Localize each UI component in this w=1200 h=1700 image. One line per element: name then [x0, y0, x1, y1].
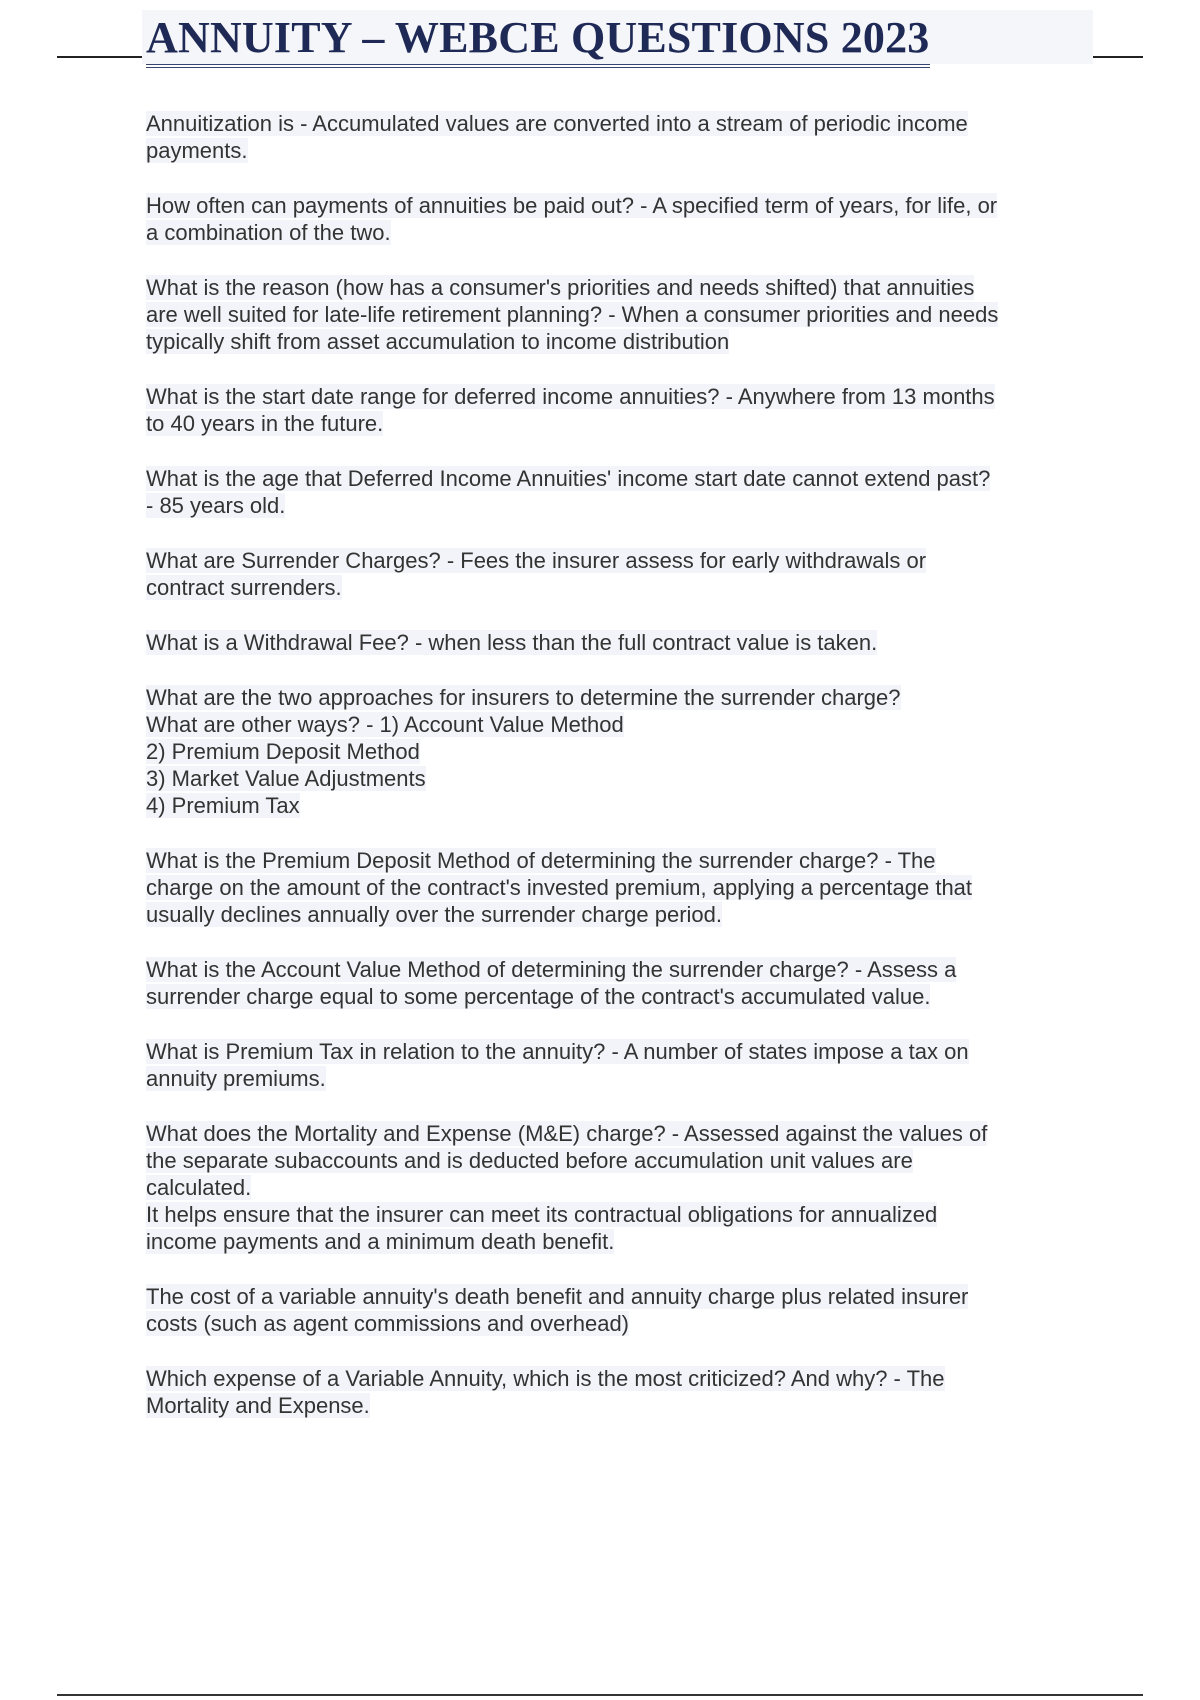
qa-line-text: 3) Market Value Adjustments	[146, 766, 426, 791]
qa-line	[146, 219, 1086, 246]
qa-item	[146, 1283, 1086, 1337]
header-rule-right	[1093, 56, 1143, 58]
qa-item	[146, 192, 1086, 246]
qa-line-text: Mortality and Expense.	[146, 1393, 370, 1418]
qa-line-text: It helps ensure that the insurer can meet its contractual obligations for annualized	[146, 1202, 938, 1227]
qa-line-text: 4) Premium Tax	[146, 793, 300, 818]
qa-line	[146, 1392, 1086, 1419]
qa-line	[146, 711, 1086, 738]
qa-line	[146, 301, 1086, 328]
qa-line	[146, 983, 1086, 1010]
qa-item	[146, 847, 1086, 928]
qa-item	[146, 110, 1086, 164]
qa-line-text: 2) Premium Deposit Method	[146, 739, 420, 764]
qa-line	[146, 492, 1086, 519]
qa-item	[146, 383, 1086, 437]
qa-item	[146, 274, 1086, 355]
qa-line-text: the separate subaccounts and is deducted before accumulation unit values are	[146, 1148, 913, 1173]
qa-line-text: costs (such as agent commissions and overhead)	[146, 1311, 630, 1336]
qa-line	[146, 792, 1086, 819]
qa-line-text: What is Premium Tax in relation to the annuity? - A number of states impose a tax on	[146, 1039, 969, 1064]
qa-line-text: to 40 years in the future.	[146, 411, 384, 436]
qa-line-text: The cost of a variable annuity's death benefit and annuity charge plus related insurer	[146, 1284, 969, 1309]
qa-line	[146, 847, 1086, 874]
qa-line-text: What is a Withdrawal Fee? - when less than the full contract value is taken.	[146, 630, 878, 655]
qa-line-text: Which expense of a Variable Annuity, which is the most criticized? And why? - The	[146, 1366, 945, 1391]
qa-line-text: What is the Premium Deposit Method of determining the surrender charge? - The	[146, 848, 936, 873]
qa-line	[146, 684, 1086, 711]
qa-line-text: calculated.	[146, 1175, 252, 1200]
qa-line	[146, 274, 1086, 301]
page-title: ANNUITY – WEBCE QUESTIONS 2023	[146, 12, 930, 68]
qa-line-text: surrender charge equal to some percentage of the contract's accumulated value.	[146, 984, 931, 1009]
qa-item	[146, 956, 1086, 1010]
qa-line	[146, 901, 1086, 928]
qa-line	[146, 956, 1086, 983]
qa-line	[146, 547, 1086, 574]
qa-line-text: What is the reason (how has a consumer's priorities and needs shifted) that annuities	[146, 275, 975, 300]
qa-item	[146, 1038, 1086, 1092]
qa-line-text: How often can payments of annuities be paid out? - A specified term of years, for life, or	[146, 193, 998, 218]
qa-line-text: What are Surrender Charges? - Fees the insurer assess for early withdrawals or	[146, 548, 927, 573]
qa-line	[146, 1120, 1086, 1147]
qa-line	[146, 465, 1086, 492]
qa-line-text: What is the start date range for deferred income annuities? - Anywhere from 13 months	[146, 384, 995, 409]
qa-item	[146, 547, 1086, 601]
qa-line-text: Annuitization is - Accumulated values are converted into a stream of periodic income	[146, 111, 968, 136]
qa-item	[146, 629, 1086, 656]
footer-rule	[57, 1694, 1143, 1696]
qa-line	[146, 1174, 1086, 1201]
qa-line	[146, 1147, 1086, 1174]
qa-line-text: a combination of the two.	[146, 220, 391, 245]
qa-list	[146, 110, 1086, 1447]
qa-line	[146, 1228, 1086, 1255]
qa-line-text: What are the two approaches for insurers to determine the surrender charge?	[146, 685, 901, 710]
qa-line	[146, 874, 1086, 901]
qa-line	[146, 1201, 1086, 1228]
qa-line	[146, 137, 1086, 164]
qa-item	[146, 1120, 1086, 1255]
qa-line-text: What is the age that Deferred Income Annuities' income start date cannot extend past?	[146, 466, 991, 491]
qa-line	[146, 110, 1086, 137]
qa-line	[146, 383, 1086, 410]
qa-line	[146, 1365, 1086, 1392]
qa-line	[146, 1310, 1086, 1337]
qa-line	[146, 574, 1086, 601]
qa-line	[146, 1283, 1086, 1310]
qa-line	[146, 1065, 1086, 1092]
qa-line-text: annuity premiums.	[146, 1066, 326, 1091]
qa-line	[146, 629, 1086, 656]
qa-line-text: contract surrenders.	[146, 575, 342, 600]
qa-line-text: What does the Mortality and Expense (M&E) charge? - Assessed against the values of	[146, 1121, 988, 1146]
qa-line	[146, 738, 1086, 765]
qa-line-text: What are other ways? - 1) Account Value Method	[146, 712, 624, 737]
qa-line	[146, 410, 1086, 437]
qa-line-text: are well suited for late-life retirement planning? - When a consumer priorities and needs	[146, 302, 999, 327]
qa-item	[146, 1365, 1086, 1419]
header-rule-left	[57, 56, 142, 58]
qa-line	[146, 328, 1086, 355]
qa-line-text: - 85 years old.	[146, 493, 286, 518]
qa-line	[146, 765, 1086, 792]
qa-line	[146, 1038, 1086, 1065]
qa-item	[146, 684, 1086, 819]
qa-line-text: What is the Account Value Method of determining the surrender charge? - Assess a	[146, 957, 957, 982]
qa-item	[146, 465, 1086, 519]
qa-line-text: typically shift from asset accumulation to income distribution	[146, 329, 730, 354]
qa-line-text: usually declines annually over the surrender charge period.	[146, 902, 723, 927]
qa-line-text: payments.	[146, 138, 248, 163]
qa-line	[146, 192, 1086, 219]
qa-line-text: income payments and a minimum death benefit.	[146, 1229, 615, 1254]
qa-line-text: charge on the amount of the contract's invested premium, applying a percentage that	[146, 875, 973, 900]
